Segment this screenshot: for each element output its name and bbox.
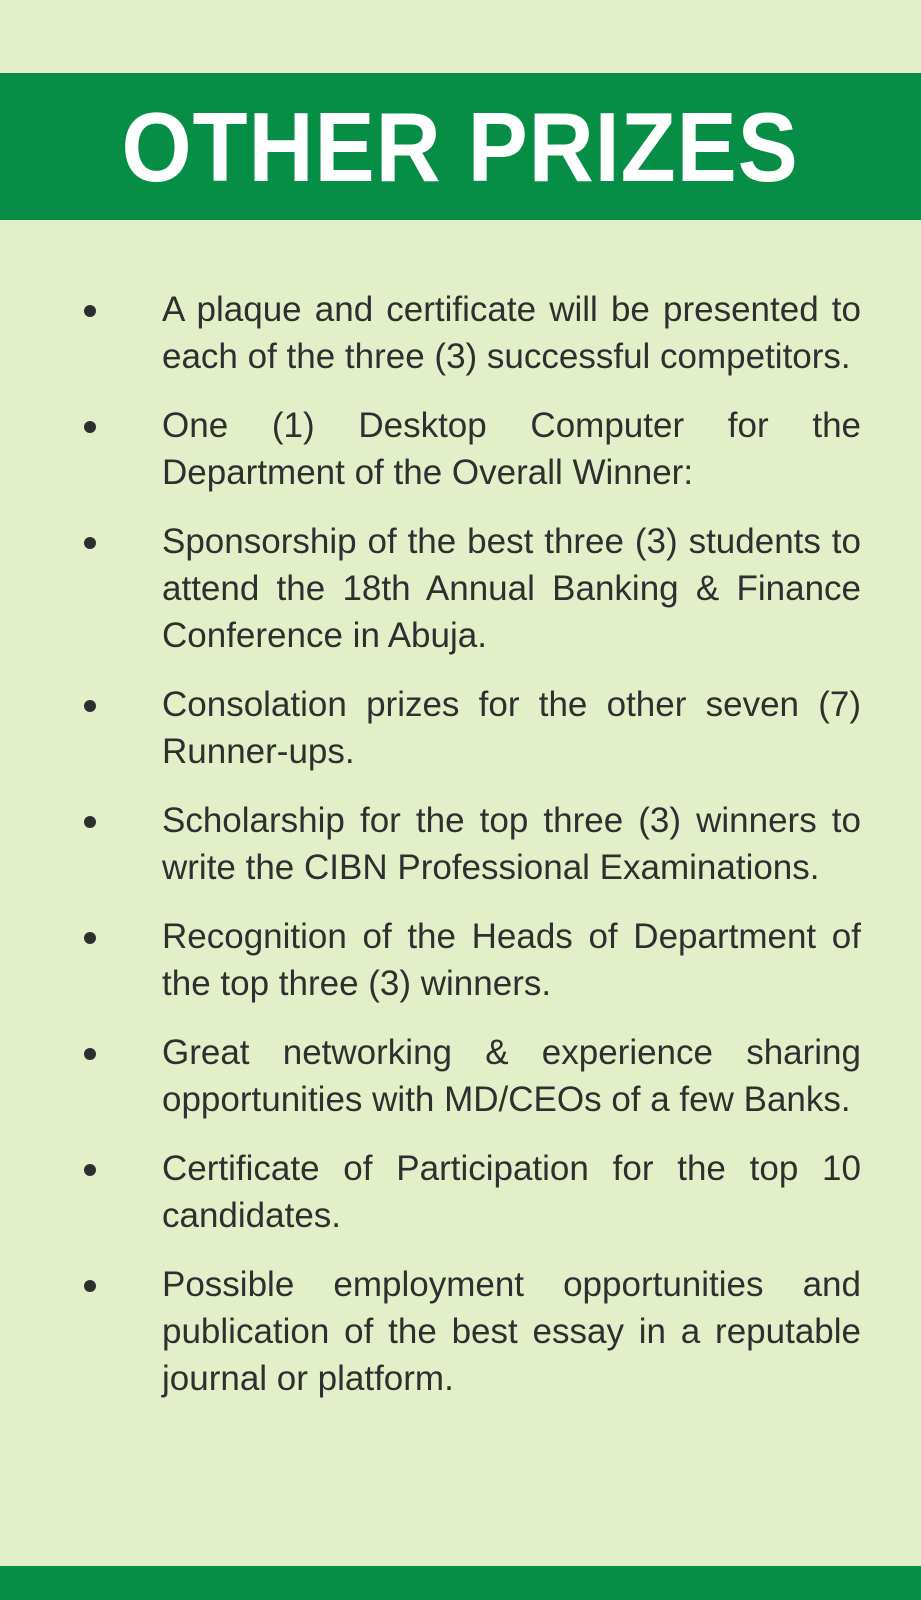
list-item — [0, 913, 921, 1007]
bullet-icon — [84, 1164, 96, 1176]
prize-text: Scholarship for the top three (3) winners to write the CIBN Professional Examinations. — [162, 801, 861, 887]
bullet-icon — [84, 700, 96, 712]
list-item — [0, 681, 921, 775]
prize-list — [0, 286, 921, 1424]
list-item — [0, 1145, 921, 1239]
bullet-icon — [84, 305, 96, 317]
bullet-icon — [84, 816, 96, 828]
bullet-icon — [84, 1048, 96, 1060]
footer-band — [0, 1566, 921, 1600]
prize-text: Recognition of the Heads of Department of the top three (3) winners. — [162, 917, 861, 1003]
list-item — [0, 286, 921, 380]
bullet-icon — [84, 932, 96, 944]
list-item — [0, 797, 921, 891]
list-item — [0, 402, 921, 496]
bullet-icon — [84, 1280, 96, 1292]
prize-text: Consolation prizes for the other seven (7) Runner-ups. — [162, 685, 861, 771]
bullet-icon — [84, 421, 96, 433]
prize-text: One (1) Desktop Computer for the Department of the Overall Winner: — [162, 406, 861, 492]
prize-text: Great networking & experience sharing opportunities with MD/CEOs of a few Banks. — [162, 1033, 861, 1119]
prize-text: A plaque and certificate will be presented to each of the three (3) successful competitors. — [162, 290, 861, 376]
list-item — [0, 518, 921, 659]
page-title: OTHER PRIZES — [121, 91, 800, 202]
bullet-icon — [84, 537, 96, 549]
prize-text: Possible employment opportunities and publication of the best essay in a reputable journal or platform. — [162, 1265, 861, 1398]
header-band — [0, 73, 921, 220]
list-item — [0, 1029, 921, 1123]
prize-text: Certificate of Participation for the top 10 candidates. — [162, 1149, 861, 1235]
prize-text: Sponsorship of the best three (3) students to attend the 18th Annual Banking & Finance Conference in Abuja. — [162, 522, 861, 655]
list-item — [0, 1261, 921, 1402]
